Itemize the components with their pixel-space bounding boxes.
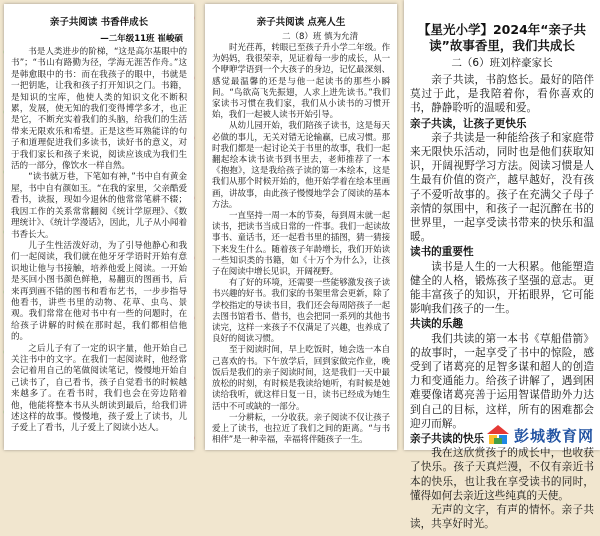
article-1-paragraph: 儿子生性活泼好动，为了引导他静心和我们一起阅读，我们就在他牙牙学语时开始有意识地让他与书接触，培养他爱上阅读。一开始是买回小图书颜色鲜艳，易翻页的图画书，后来再到画不错的图书和看布艺书，一步步指导他看书，讲些书里的动物、花草、虫鸟、景观。我们常常在他对书中有一些的问题时，在给孩子讲解的时候在那时起，我们都相信他的。 bbox=[11, 240, 187, 343]
article-1-title: 亲子共阅读 书香伴成长 bbox=[49, 17, 149, 28]
watermark-text: 彭城教育网 bbox=[514, 426, 595, 445]
article-2-title: 亲子共阅读 点亮人生 bbox=[256, 17, 346, 28]
article-3-section-heading: 共读的乐趣 bbox=[410, 318, 463, 331]
article-1-byline: —二年级11班 崔峻硕 bbox=[100, 34, 183, 44]
article-2-paragraph: 至于阅读时间，早上吃饭时，她会选一本自己喜欢的书。下午放学后，回到家做完作业，晚饭后是我们的亲子阅读时间，这是我们一天中最放松的时刻，有时候是我读给她听，有时候是她读给我听，就这样日复一日，读书已经成为她生活中不可或缺的一部分。 bbox=[212, 345, 390, 412]
article-page-3 bbox=[404, 0, 600, 531]
article-1-paragraph: 之后儿子有了一定的识字量，他开始自己关注书中的文字。在我们一起阅读时，他经常会记着用自己的笔做阅读笔记，慢慢地开始自己读书了，自己看书，孩子自觉看书的时候越来越多了。在看书时，我们也会在旁边陪着他，他能将整本书从头朗读到最后，给我们讲述这样的故事。慢慢地，孩子爱上了读书，儿子爱上了看书，儿子爱上了阅读小达人。 bbox=[11, 343, 187, 434]
article-2-paragraph: 有了好的环境，还需要一些能够激发孩子读书兴趣的好书。我们家的书架里常会更新，除了学校指定的导读书目，我们还会每周陪孩子一起去图书馆看书、借书，也会把同一系列的其他书读完，这样一来孩子不仅满足了兴趣，也养成了良好的阅读习惯。 bbox=[212, 278, 390, 345]
logo-house-icon bbox=[486, 424, 510, 446]
article-page-2 bbox=[205, 4, 397, 450]
article-3-section-heading: 亲子共读，让孩子更快乐 bbox=[410, 117, 527, 130]
article-3-section-heading: 读书的重要性 bbox=[410, 246, 474, 259]
article-3-section-text: 无声的文字，有声的情怀。亲子共读，共享好时光。 bbox=[410, 504, 594, 531]
article-1-paragraph: “读书就万巷，下笔如有神，”书中自有黄金屋，书中自有颜如玉。“在我的家里，父亲酷爱看书，读报，现如今退休的他常常笔耕不辍；我因工作的关系常常翻阅《统计学原理》、《数理统计》、《统计学漫话》，因此，儿子从小闻着书香长大。 bbox=[11, 172, 187, 240]
article-2-class-line: 二（8）班 慎为允清 bbox=[282, 32, 359, 42]
article-3-intro: 亲子共读，书韵悠长。最好的陪伴莫过于此，是我陪着你，看你喜欢的书，静静聆听的温暖和爱。 bbox=[410, 74, 594, 115]
article-3-section-heading: 亲子共读的快乐 bbox=[410, 433, 485, 446]
article-3-title: 【星光小学】2024年“亲子共读”故事香里，我们共成长 bbox=[417, 22, 586, 53]
article-3-section-text: 我在这欣赏孩子的成长中，也收获了快乐。孩子天真烂漫，不仅有亲近书本的快乐，也让我在享受读书的同时，懂得如何去亲近这些纯真的天使。 bbox=[410, 447, 594, 502]
article-2-paragraph: 一分耕耘，一分收获。亲子阅读不仅让孩子爱上了读书，也拉近了我们之间的距离。“与书相伴”是一种幸福，幸福将伴随孩子一生。 bbox=[212, 412, 390, 446]
article-3-section-text: 读书是人生的一大积累。他能塑造健全的人格，锻炼孩子坚强的意志。更能丰富孩子的知识，开拓眼界，它可能影响我们孩子的一生。 bbox=[410, 260, 594, 316]
article-3-class-line: 二（6）班刘梓豪家长 bbox=[451, 57, 553, 69]
article-3-section-text: 亲子共读是一种能给孩子和家庭带来无限快乐活动，同时也是他们获取知识，开阔视野学习方法。阅读习惯是人生最有价值的资产，越早越好，没有孩子不爱听故事的。孩子在充满父子母子亲情的氛围中，和孩子一起沉醉在书的世界里，一起享受读书带来的快乐和温暖。 bbox=[410, 131, 594, 244]
article-2-paragraph: 从幼儿园开始，我们陪孩子读书，这是每天必做的事儿，无关对错无论输赢，已成习惯。那时我们都是一起讨论关于书里的故事，我们一起翻起绘本读书读书到书里去，老师推荐了一本《抱抱》，这是我给孩子读的第一本绘本，这是我们从那个时候开始的，他开始学着在绘本里画画，讲故事，由此孩子慢慢地学会了阅读的基本方法。 bbox=[212, 121, 390, 210]
article-1-paragraph: 书是人类进步的阶梯，“这是高尔基眼中的书”；“书山有路勤为径，学海无涯苦作舟。”这是韩愈眼中的书：而在我孩子的眼中，书就是一把钥匙，让我和孩子打开知识之门。书籍，是知识的宝库，他使人类的知识文化不断积累，发展，使无知的我们变得博学多才，也正是它，不断充实着我们的头脑，给我们的生活带来无限欢乐和希望。正是这些耳熟能详的句子和道理促进我们多读书，读好书的意义，对于我们家长和孩子来说，阅读应该成为我们生活的一部分，像饮水一样自然。 bbox=[11, 47, 187, 172]
article-2-paragraph: 一直坚持一周一本的节奏，每到周末就一起读书，把读书当成日常的一件事。我们一起读故事书、童话书，还一起看书里的插图，猜一猜接下来发生什么。随着孩子年龄增长，我们开始读一些知识类的书籍，如《十万个为什么》，让孩子在阅读中增长见识，开阔视野。 bbox=[212, 211, 390, 278]
article-page-1 bbox=[4, 4, 194, 450]
watermark-logo bbox=[486, 423, 596, 447]
article-2-paragraph: 时光荏苒，转眼已至孩子升小学二年级。作为妈妈，我很荣幸，见证着每一步的成长，从一个咿咿学语到一个大孩子的身边，记忆最深刻、感觉最温馨的还是与他一起读书的那些小瞬间。“鸟欲高飞先振翅，人求上进先读书。”我们家读书习惯在我们家，我们从小读书的习惯开始，我们一起被人读书开始引导。 bbox=[212, 43, 390, 121]
article-3-section-text: 我们共读的第一本书《草船借箭》的故事时，一起享受了书中的惊险，感受到了诸葛亮的足智多谋和超人的创造力和变通能力。给孩子讲解了，遇到困难要像诸葛亮善于运用智谋借助外力达到自己的目标，这样，所有的困难都会迎刃而解。 bbox=[410, 332, 594, 430]
